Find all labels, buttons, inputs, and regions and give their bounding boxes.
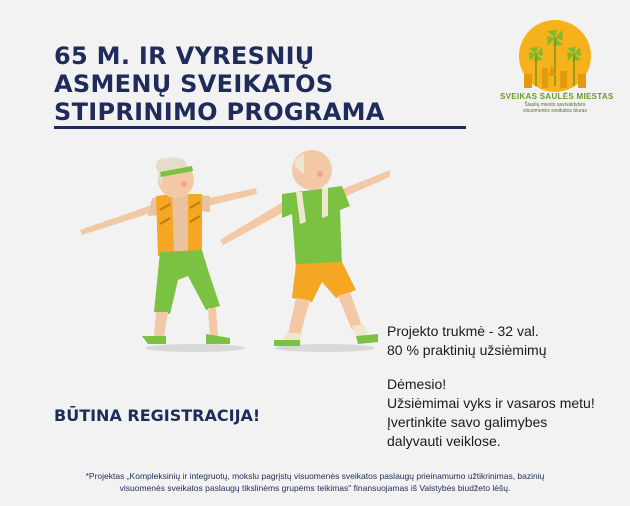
footnote-line: *Projektas „Kompleksinių ir integruotų, mokslu pagrįstų visuomenės sveikatos paslaugų prieinamumo užtikrinimas, bazinių <box>85 471 545 481</box>
attention-line: Užsiėmimai vyks ir vasaros metu! <box>387 395 595 411</box>
attention-heading: Dėmesio! <box>387 376 447 392</box>
title-line: 65 M. IR VYRESNIŲ <box>54 42 315 70</box>
organization-logo <box>500 16 614 126</box>
title-underline <box>54 126 466 129</box>
duration-text: Projekto trukmė - 32 val. <box>387 323 539 339</box>
exercising-seniors-illustration <box>60 140 390 360</box>
elderly-man-icon <box>220 150 390 346</box>
practical-text: 80 % praktinių užsiėmimų <box>387 342 547 358</box>
sun-pinwheel-icon <box>514 16 596 92</box>
elderly-woman-icon <box>80 157 257 344</box>
program-info <box>387 322 627 451</box>
logo-subtitle: Šiaulių miesto savivaldybės <box>524 102 586 108</box>
title-line: ASMENŲ SVEIKATOS <box>54 70 334 98</box>
footnote-line: visuomenės sveikatos paslaugų tikslinėms grupėms teikimas" finansuojamas iš Valstybės biudžeto lėšų. <box>119 483 511 493</box>
title-line: STIPRINIMO PROGRAMA <box>54 98 385 126</box>
attention-line: Įvertinkite savo galimybes <box>387 414 548 430</box>
logo-subtitle: visuomenės sveikatos biuras <box>523 108 587 114</box>
registration-required: BŪTINA REGISTRACIJA! <box>54 406 261 425</box>
program-title <box>54 42 434 126</box>
logo-name: SVEIKAS SAULĖS MIESTAS <box>500 92 614 101</box>
attention-line: dalyvauti veiklose. <box>387 433 501 449</box>
funding-footnote <box>20 470 610 494</box>
